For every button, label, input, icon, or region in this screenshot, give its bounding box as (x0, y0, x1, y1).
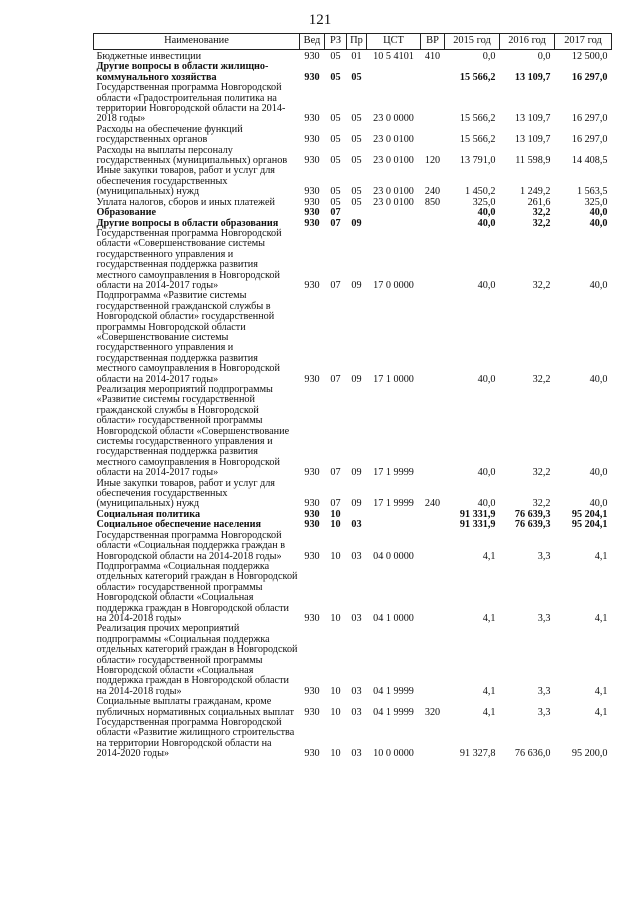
row-pr: 01 (351, 51, 362, 62)
row-vr (421, 62, 445, 83)
row-cst: 04 1 9999 (373, 685, 414, 697)
row-vr (421, 208, 445, 218)
row-2017: 40,0 (589, 207, 608, 219)
row-cst (367, 520, 421, 530)
row-cst (367, 510, 421, 520)
row-vr (421, 385, 445, 479)
row-ved: 930 (304, 519, 320, 531)
row-2015: 40,0 (477, 467, 496, 479)
row-rz: 10 (330, 748, 341, 760)
row-2016: 32,2 (532, 279, 551, 291)
table-row (94, 125, 612, 146)
row-ved: 930 (304, 155, 320, 167)
row-pr: 09 (351, 467, 362, 479)
row-2015: 1 450,2 (464, 186, 496, 198)
row-pr: 05 (351, 113, 362, 125)
row-2015: 40,0 (477, 217, 496, 229)
row-rz: 05 (330, 134, 341, 146)
row-2016: 76 639,3 (514, 519, 551, 531)
row-2016: 76 636,0 (514, 748, 551, 760)
row-ved: 930 (304, 498, 320, 510)
row-2016: 32,2 (532, 467, 551, 479)
row-vr (421, 219, 445, 229)
row-2016: 1 249,2 (519, 186, 551, 198)
row-name: Реализация мероприятий подпрограммы «Развитие системы государственной гражданской службы в Новгородской области» государственной программы Новгородской области «Совершенствование системы государственного управления и государственная поддержка развития местного самоуправления в Новгородской области на 2014-2017 годы» (96, 384, 290, 479)
header-ved: Вед (300, 34, 325, 50)
row-ved: 930 (304, 467, 320, 479)
row-vr (421, 562, 445, 624)
row-ved: 930 (304, 217, 320, 229)
row-rz: 05 (330, 113, 341, 125)
row-name: Социальные выплаты гражданам, кроме публичных нормативных социальных выплат (96, 696, 294, 718)
row-2015: 4,1 (482, 550, 496, 562)
row-name: Подпрограмма «Развитие системы государственной гражданской службы в Новгородской области» государственной программы Новгородской области «Совершенствование системы государственного управления и государственная поддержка развития местного самоуправления в Новгородской области на 2014-2017 годы» (96, 290, 280, 385)
row-pr: 03 (351, 519, 362, 531)
row-2016: 32,2 (532, 217, 551, 229)
header-cst: ЦСТ (367, 34, 421, 50)
row-2017: 40,0 (589, 373, 608, 385)
row-pr: 05 (351, 155, 362, 167)
table-row (94, 697, 612, 718)
row-2017: 95 204,1 (571, 508, 608, 520)
row-2015: 0,0 (482, 51, 496, 62)
table-row (94, 146, 612, 167)
row-vr (421, 510, 445, 520)
row-ved: 930 (304, 706, 320, 718)
row-cst: 17 1 0000 (373, 373, 414, 385)
row-name: Расходы на выплаты персоналу государственных (муниципальных) органов (96, 144, 288, 167)
table-row (94, 624, 612, 697)
row-ved: 930 (304, 113, 320, 125)
row-cst: 04 1 0000 (373, 612, 414, 624)
table-row (94, 291, 612, 385)
table-row (94, 479, 612, 510)
row-2016: 76 639,3 (514, 508, 551, 520)
row-2017: 40,0 (589, 498, 608, 510)
row-pr: 09 (351, 217, 362, 229)
table-row (94, 385, 612, 479)
row-cst: 10 5 4101 (373, 51, 414, 62)
row-name: Государственная программа Новгородской области «Социальная поддержка граждан в Новгородской области на 2014-2018 годы» (96, 529, 286, 562)
row-pr: 03 (351, 685, 362, 697)
row-2016: 32,2 (532, 373, 551, 385)
row-vr (421, 520, 445, 530)
row-cst: 10 0 0000 (373, 748, 414, 760)
row-rz: 07 (330, 467, 341, 479)
row-2017: 40,0 (589, 279, 608, 291)
row-pr: 03 (351, 612, 362, 624)
row-2015: 40,0 (477, 207, 496, 219)
row-ved: 930 (304, 196, 320, 208)
table-row (94, 83, 612, 125)
row-name: Социальное обеспечение населения (96, 519, 262, 531)
row-name: Другие вопросы в области образования (96, 217, 279, 229)
table-row (94, 166, 612, 197)
row-cst: 23 0 0100 (373, 186, 414, 198)
row-name: Иные закупки товаров, работ и услуг для обеспечения государственных (муниципальных) нужд (96, 165, 275, 198)
row-2017: 16 297,0 (571, 71, 608, 83)
row-rz: 07 (330, 207, 341, 219)
table-row (94, 562, 612, 624)
row-2017: 4,1 (594, 685, 608, 697)
header-2016: 2016 год (500, 34, 555, 50)
row-rz: 10 (330, 519, 341, 531)
row-vr: 240 (424, 186, 441, 198)
row-2017: 4,1 (594, 706, 608, 718)
header-rz: РЗ (325, 34, 347, 50)
row-2016: 11 598,9 (515, 155, 551, 167)
row-pr: 03 (351, 706, 362, 718)
row-rz: 10 (330, 508, 341, 520)
row-name: Бюджетные инвестиции (96, 51, 202, 62)
row-2016: 3,3 (537, 550, 551, 562)
row-2017: 95 204,1 (571, 519, 608, 531)
row-name: Государственная программа Новгородской области «Градостроительная политика на территории Новгородской области на 2014-2018 годы» (96, 82, 286, 125)
row-cst: 23 0 0100 (373, 155, 414, 167)
row-2015: 91 331,9 (459, 519, 496, 531)
row-ved: 930 (304, 685, 320, 697)
row-2016: 32,2 (532, 498, 551, 510)
row-vr: 320 (424, 706, 441, 718)
row-name: Социальная политика (96, 508, 201, 520)
row-pr: 05 (351, 196, 362, 208)
row-name: Государственная программа Новгородской области «Развитие жилищного строительства на территории Новгородской области на 2014-2020 годы» (96, 717, 295, 760)
row-vr (421, 291, 445, 385)
row-cst: 23 0 0000 (373, 113, 414, 125)
row-name: Уплата налогов, сборов и иных платежей (96, 196, 275, 208)
row-pr: 05 (351, 71, 362, 83)
row-2015: 4,1 (482, 685, 496, 697)
row-pr: 05 (351, 134, 362, 146)
row-vr: 240 (424, 498, 441, 510)
row-ved: 930 (304, 508, 320, 520)
row-2016: 13 109,7 (514, 113, 551, 125)
row-vr (421, 718, 445, 760)
table-row (94, 62, 612, 83)
row-pr: 03 (351, 748, 362, 760)
row-2015: 40,0 (477, 498, 496, 510)
row-rz: 05 (330, 71, 341, 83)
row-2015: 91 331,9 (459, 508, 496, 520)
row-name: Государственная программа Новгородской области «Совершенствование системы государственного управления и государственная поддержка развития местного самоуправления в Новгородской области на 2014-2017 годы» (96, 227, 282, 291)
row-ved: 930 (304, 71, 320, 83)
row-2015: 91 327,8 (459, 748, 496, 760)
row-rz: 05 (330, 51, 341, 62)
row-vr (421, 624, 445, 697)
row-rz: 10 (330, 550, 341, 562)
header-pr: Пр (347, 34, 367, 50)
row-2017: 16 297,0 (571, 113, 608, 125)
row-ved: 930 (304, 134, 320, 146)
row-ved: 930 (304, 550, 320, 562)
row-ved: 930 (304, 612, 320, 624)
row-cst (367, 219, 421, 229)
row-vr: 120 (424, 155, 441, 167)
header-2015: 2015 год (445, 34, 500, 50)
row-2015: 15 566,2 (459, 134, 496, 146)
row-2017: 12 500,0 (571, 51, 608, 62)
row-cst: 04 0 0000 (373, 550, 414, 562)
table-body (94, 50, 612, 760)
row-2015: 15 566,2 (459, 113, 496, 125)
row-cst: 17 0 0000 (373, 279, 414, 291)
page-number: 121 (308, 12, 332, 28)
row-rz: 07 (330, 217, 341, 229)
row-name: Образование (96, 207, 157, 219)
row-cst (367, 62, 421, 83)
table-row (94, 208, 612, 218)
row-cst: 17 1 9999 (373, 498, 414, 510)
row-rz: 10 (330, 685, 341, 697)
row-cst: 17 1 9999 (373, 467, 414, 479)
row-name: Другие вопросы в области жилищно-коммунального хозяйства (96, 61, 269, 83)
row-ved: 930 (304, 373, 320, 385)
row-pr (347, 208, 367, 218)
row-2017: 40,0 (589, 217, 608, 229)
row-2016: 261,6 (527, 196, 551, 208)
row-pr: 03 (351, 550, 362, 562)
row-name: Подпрограмма «Социальная поддержка отдельных категорий граждан в Новгородской области» государственной программы Новгородской области «Социальная поддержка граждан в Новгородской области на 2014-2018 годы» (96, 560, 298, 624)
row-2016: 3,3 (537, 685, 551, 697)
row-rz: 07 (330, 373, 341, 385)
row-vr: 410 (424, 51, 441, 62)
row-2016: 3,3 (537, 612, 551, 624)
row-vr (421, 229, 445, 291)
row-cst: 23 0 0100 (373, 196, 414, 208)
row-2016: 13 109,7 (514, 71, 551, 83)
row-2016: 0,0 (537, 51, 551, 62)
row-2017: 1 563,5 (576, 186, 608, 198)
row-ved: 930 (304, 279, 320, 291)
row-rz: 10 (330, 612, 341, 624)
row-2015: 13 791,0 (459, 155, 496, 167)
row-2016: 13 109,7 (514, 134, 551, 146)
row-2015: 40,0 (477, 373, 496, 385)
row-rz: 10 (330, 706, 341, 718)
header-name: Наименование (94, 34, 300, 50)
row-rz: 05 (330, 186, 341, 198)
row-2017: 95 200,0 (571, 748, 608, 760)
row-vr (421, 83, 445, 125)
row-cst: 04 1 9999 (373, 706, 414, 718)
budget-table (93, 33, 612, 760)
row-name: Иные закупки товаров, работ и услуг для обеспечения государственных (муниципальных) нужд (96, 477, 275, 510)
row-2016: 32,2 (532, 207, 551, 219)
row-rz: 07 (330, 498, 341, 510)
row-2015: 4,1 (482, 706, 496, 718)
row-name: Расходы на обеспечение функций государственных органов (96, 123, 243, 146)
table-header-row (94, 34, 612, 50)
header-2017: 2017 год (555, 34, 612, 50)
row-2017: 16 297,0 (571, 134, 608, 146)
row-ved: 930 (304, 748, 320, 760)
row-pr: 09 (351, 279, 362, 291)
row-pr: 09 (351, 373, 362, 385)
row-rz: 05 (330, 196, 341, 208)
row-rz: 07 (330, 279, 341, 291)
row-vr (421, 531, 445, 562)
table-row (94, 531, 612, 562)
row-cst (367, 208, 421, 218)
row-2015: 325,0 (472, 196, 496, 208)
row-vr (421, 125, 445, 146)
table-row (94, 229, 612, 291)
row-rz: 05 (330, 155, 341, 167)
row-2017: 4,1 (594, 550, 608, 562)
row-ved: 930 (304, 186, 320, 198)
table-row (94, 718, 612, 760)
row-cst: 23 0 0100 (373, 134, 414, 146)
row-2015: 15 566,2 (459, 71, 496, 83)
row-2015: 40,0 (477, 279, 496, 291)
row-2017: 40,0 (589, 467, 608, 479)
row-name: Реализация прочих мероприятий подпрограммы «Социальная поддержка отдельных категорий граждан в Новгородской области» государственной программы Новгородской области «Социальная поддержка граждан в Новгородской области на 2014-2018 годы» (96, 623, 298, 697)
row-2016: 3,3 (537, 706, 551, 718)
row-ved: 930 (304, 51, 320, 62)
row-2017: 4,1 (594, 612, 608, 624)
row-ved: 930 (304, 207, 320, 219)
row-2017: 14 408,5 (571, 155, 608, 167)
row-pr: 09 (351, 498, 362, 510)
row-2015: 4,1 (482, 612, 496, 624)
row-2017: 325,0 (584, 196, 608, 208)
row-vr: 850 (424, 196, 441, 208)
header-vr: ВР (421, 34, 445, 50)
row-pr: 05 (351, 186, 362, 198)
